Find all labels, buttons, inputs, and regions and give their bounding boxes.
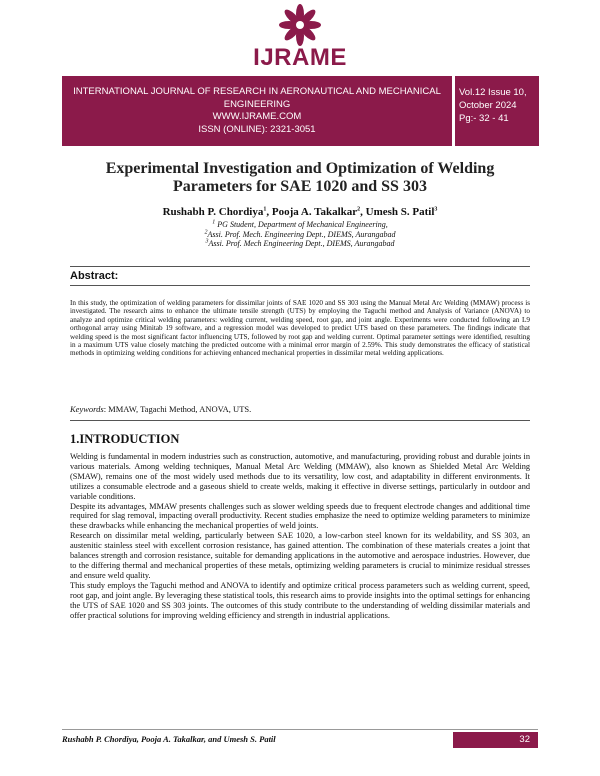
journal-logo [0, 4, 600, 74]
volume-issue: Vol.12 Issue 10, [459, 87, 527, 98]
affiliations [60, 220, 540, 249]
footer-divider [62, 729, 538, 730]
issue-date: October 2024 [459, 100, 517, 111]
author-name: Umesh S. Patil [365, 206, 435, 218]
paragraph: Despite its advantages, MMAW presents challenges such as slower welding speeds due to frequent electrode changes and additional time required for slag removal, impacting overall productivity. Recent studies emphasize the need to optimize welding parameters to minimize these drawbacks while enhancing the mechanical properties of weld joints. [70, 501, 530, 531]
page-number: 32 [453, 732, 538, 748]
author-list: Rushabh P. Chordiya$^1$, Pooja A. Takalkar$^2$, Umesh S. Patil$^3$ [162, 206, 438, 218]
affiliation-1: $^1$ PG Student, Department of Mechanical Engineering, [212, 219, 388, 229]
journal-name: INTERNATIONAL JOURNAL OF RESEARCH IN AERONAUTICAL AND MECHANICAL ENGINEERING [73, 86, 441, 110]
divider [70, 420, 530, 421]
asterisk-logo-icon [262, 4, 338, 46]
paper-title: Experimental Investigation and Optimization of Welding Parameters for SAE 1020 and SS 303 [105, 160, 495, 195]
paragraph: Welding is fundamental in modern industries such as construction, automotive, and manufacturing, providing robust and durable joints in various materials. Among welding techniques, Manual Metal Arc Welding (MMAW), also known as Shielded Metal Arc Welding (SMAW), remains one of the most widely used methods due to its versatility, low cost, and adaptability in different environments. It utilizes a consumable electrode and a gaseous shield to create welds, making it effective in diverse settings, particularly in outdoor and variable conditions. [70, 452, 530, 501]
affiliation-2: $^2$Assi. Prof. Mech. Engineering Dept., DIEMS, Aurangabad [204, 228, 396, 239]
page-range: Pg:- 32 - 41 [459, 113, 509, 124]
abstract-text: In this study, the optimization of welding parameters for dissimilar joints of SAE 1020 and SS 303 using the Manual Metal Arc Welding (MMAW) process is investigated. The research aims to enhance the ultimate tensile strength (UTS) by employing the Taguchi method and Analysis of Variance (ANOVA) to analyze and optimize critical welding parameters: welding current, welding speed, root gap, and joint angle. Experiments were conducted following an L9 orthogonal array using Minitab 19 software, and a regression model was developed to predict UTS based on these parameters. The findings indicate that welding speed is the most significant factor influencing UTS, followed by root gap and welding current. Optimal parameter settings were identified, resulting in a maximum UTS value closely matching the predicted outcome with a minimal error margin of 2.59%. This study demonstrates the efficacy of statistical methods in optimizing welding conditions for achieving enhanced mechanical properties in dissimilar metal welding applications. [70, 299, 530, 358]
journal-info [62, 76, 452, 146]
divider [70, 285, 530, 286]
journal-issn: ISSN (ONLINE): 2321-3051 [198, 123, 316, 135]
keywords-label: Keywords [70, 404, 104, 414]
paragraph: This study employs the Taguchi method and ANOVA to identify and optimize critical process parameters such as welding current, speed, root gap, and joint angle. By leveraging these statistical tools, this research aims to provide insights into the optimal settings for enhancing the UTS of SAE 1020 and SS 303 joints. The outcomes of this study contribute to the understanding of welding dissimilar materials and offer practical solutions for improving welding efficiency and strength in industrial applications. [70, 580, 530, 620]
affiliation-3: $^3$Assi. Prof. Mech Engineering Dept., DIEMS, Aurangabad [205, 238, 395, 248]
keywords: Keywords: MMAW, Tagachi Method, ANOVA, UTS. [70, 404, 252, 414]
journal-website[interactable]: WWW.IJRAME.COM [212, 111, 302, 122]
author-name: Pooja A. Takalkar [271, 206, 358, 218]
author-name: Rushabh P. Chordiya [162, 206, 264, 218]
abstract-heading: Abstract: [70, 270, 119, 282]
journal-banner [62, 76, 539, 146]
section-heading: 1.INTRODUCTION [70, 432, 180, 446]
logo-text: IJRAME [253, 44, 347, 71]
issue-info [455, 76, 539, 146]
paragraph: Research on dissimilar metal welding, particularly between SAE 1020, a low-carbon steel known for its weldability, and SS 303, an austenitic stainless steel with excellent corrosion resistance, has gained attention. The combination of these materials creates a joint that balances strength and corrosion resistance, suitable for demanding applications in the automotive and aerospace industries. However, due to the differing thermal and mechanical properties of these metals, optimizing welding parameters is crucial to minimize residual stresses and ensure weld quality. [70, 531, 530, 580]
footer-authors: Rushabh P. Chordiya, Pooja A. Takalkar, and Umesh S. Patil [62, 734, 276, 744]
section-body [70, 452, 530, 620]
divider [70, 266, 530, 267]
